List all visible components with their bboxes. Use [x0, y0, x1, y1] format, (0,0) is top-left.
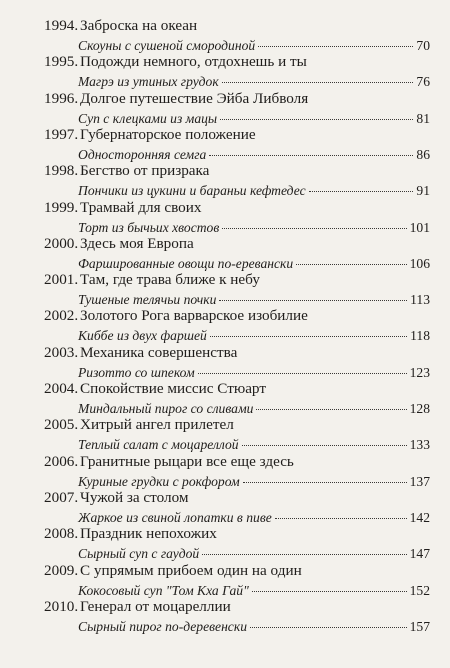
- dot-leader: [242, 445, 407, 446]
- recipe-line: [78, 436, 430, 454]
- page-number: 118: [410, 328, 430, 344]
- recipe-line: [78, 327, 430, 345]
- dot-leader: [252, 591, 407, 592]
- chapter-title: Механика совершенства: [80, 343, 238, 361]
- recipe-name: Пончики из цукини и бараньи кефтедес: [78, 183, 306, 199]
- dot-leader: [209, 155, 413, 156]
- dot-leader: [250, 627, 407, 628]
- chapter-title: Генерал от моцареллии: [80, 597, 231, 615]
- recipe-name: Односторонняя семга: [78, 146, 207, 162]
- chapter-title: Трамвай для своих: [80, 198, 202, 216]
- recipe-name: Скоуны с сушеной смородиной: [78, 38, 256, 53]
- recipe-line: [78, 473, 430, 491]
- chapter-year: 1995.: [44, 53, 79, 71]
- chapter-year: 2004.: [44, 380, 79, 397]
- recipe-name: Ризотто со шпеком: [78, 364, 195, 380]
- toc-entry: [0, 598, 450, 652]
- chapter-title: Хитрый ангел прилетел: [80, 416, 234, 434]
- chapter-year: 2000.: [44, 234, 79, 252]
- recipe-name: Тушеные телячьи почки: [78, 292, 217, 308]
- chapter-year: 2001.: [44, 271, 79, 289]
- page-number: 81: [416, 110, 430, 126]
- chapter-year: 2002.: [44, 307, 79, 325]
- recipe-line: [78, 73, 430, 91]
- chapter-year: 2007.: [44, 488, 79, 506]
- page-number: 123: [409, 364, 430, 380]
- chapter-year: 2003.: [44, 343, 79, 361]
- dot-leader: [219, 300, 407, 301]
- recipe-name: Фаршированные овощи по-еревански: [78, 255, 294, 271]
- dot-leader: [222, 228, 406, 229]
- chapter-title: Золотого Рога варварское изобилие: [80, 307, 308, 325]
- page-number: 137: [409, 473, 430, 489]
- chapter-title: Праздник непохожих: [80, 525, 217, 543]
- recipe-line: [78, 582, 430, 600]
- chapter-title: Подожди немного, отдохнешь и ты: [80, 53, 307, 71]
- page-number: 113: [410, 292, 430, 308]
- page-number: 142: [409, 509, 430, 525]
- dot-leader: [220, 119, 413, 120]
- dot-leader: [309, 191, 414, 192]
- dot-leader: [222, 82, 414, 83]
- chapter-year: 1999.: [44, 198, 79, 216]
- dot-leader: [198, 373, 407, 374]
- recipe-line: [78, 37, 430, 55]
- page-number: 152: [409, 582, 430, 598]
- page-number: 106: [409, 255, 430, 271]
- recipe-name: Кокосовый суп "Том Кха Гай": [78, 582, 249, 598]
- chapter-year: 2009.: [44, 561, 79, 579]
- page-number: 157: [409, 618, 430, 634]
- chapter-title: Здесь моя Европа: [80, 234, 194, 252]
- dot-leader: [210, 336, 407, 337]
- page-number: 91: [416, 183, 430, 199]
- recipe-line: [78, 364, 430, 382]
- chapter-title: Чужой за столом: [80, 488, 189, 506]
- recipe-line: [78, 400, 430, 418]
- dot-leader: [275, 518, 407, 519]
- recipe-name: Магрэ из утиных грудок: [78, 74, 219, 90]
- recipe-line: [78, 545, 430, 563]
- dot-leader: [243, 482, 407, 483]
- chapter-title: Спокойствие миссис Стюарт: [80, 380, 266, 397]
- page-number: 101: [409, 219, 430, 235]
- recipe-name: Сырный пирог по-деревенски: [78, 618, 247, 634]
- recipe-line: [78, 146, 430, 164]
- dot-leader: [258, 46, 413, 47]
- page-number: 70: [416, 38, 430, 53]
- chapter-year: 1994.: [44, 17, 79, 34]
- chapter-title: Долгое путешествие Эйба Либволя: [80, 89, 309, 107]
- page-number: 128: [409, 401, 430, 416]
- recipe-name: Киббе из двух фаршей: [78, 328, 207, 344]
- recipe-line: [78, 509, 430, 527]
- page-number: 147: [409, 546, 430, 562]
- chapter-year: 2006.: [44, 452, 79, 470]
- chapter-year: 1998.: [44, 162, 79, 180]
- chapter-year: 1996.: [44, 89, 79, 107]
- chapter-title: С упрямым прибоем один на один: [80, 561, 302, 579]
- page-number: 133: [409, 437, 430, 453]
- dot-leader: [256, 409, 406, 410]
- recipe-line: [78, 219, 430, 237]
- dot-leader: [202, 554, 406, 555]
- recipe-line: [78, 182, 430, 200]
- recipe-line: [78, 110, 430, 128]
- chapter-year: 1997.: [44, 125, 79, 143]
- recipe-line: [78, 618, 430, 636]
- page-number: 86: [416, 146, 430, 162]
- recipe-name: Торт из бычьих хвостов: [78, 219, 220, 235]
- chapter-title: Губернаторское положение: [80, 125, 256, 143]
- chapter-title: Гранитные рыцари все еще здесь: [80, 452, 294, 470]
- chapter-title: Там, где трава ближе к небу: [80, 271, 260, 289]
- recipe-name: Куриные грудки с рокфором: [78, 473, 240, 489]
- recipe-name: Жаркое из свиной лопатки в пиве: [78, 509, 272, 525]
- recipe-name: Миндальный пирог со сливами: [78, 401, 254, 416]
- recipe-line: [78, 291, 430, 309]
- dot-leader: [296, 264, 406, 265]
- recipe-line: [78, 255, 430, 273]
- chapter-year: 2005.: [44, 416, 79, 434]
- recipe-name: Теплый салат с моцареллой: [78, 437, 239, 453]
- chapter-title: Бегство от призрака: [80, 162, 210, 180]
- chapter-year: 2010.: [44, 597, 79, 615]
- recipe-name: Суп с клецками из мацы: [78, 110, 218, 126]
- page-number: 76: [416, 74, 430, 90]
- chapter-year: 2008.: [44, 525, 79, 543]
- chapter-title: Заброска на океан: [80, 17, 198, 34]
- recipe-name: Сырный суп с гаудой: [78, 546, 200, 562]
